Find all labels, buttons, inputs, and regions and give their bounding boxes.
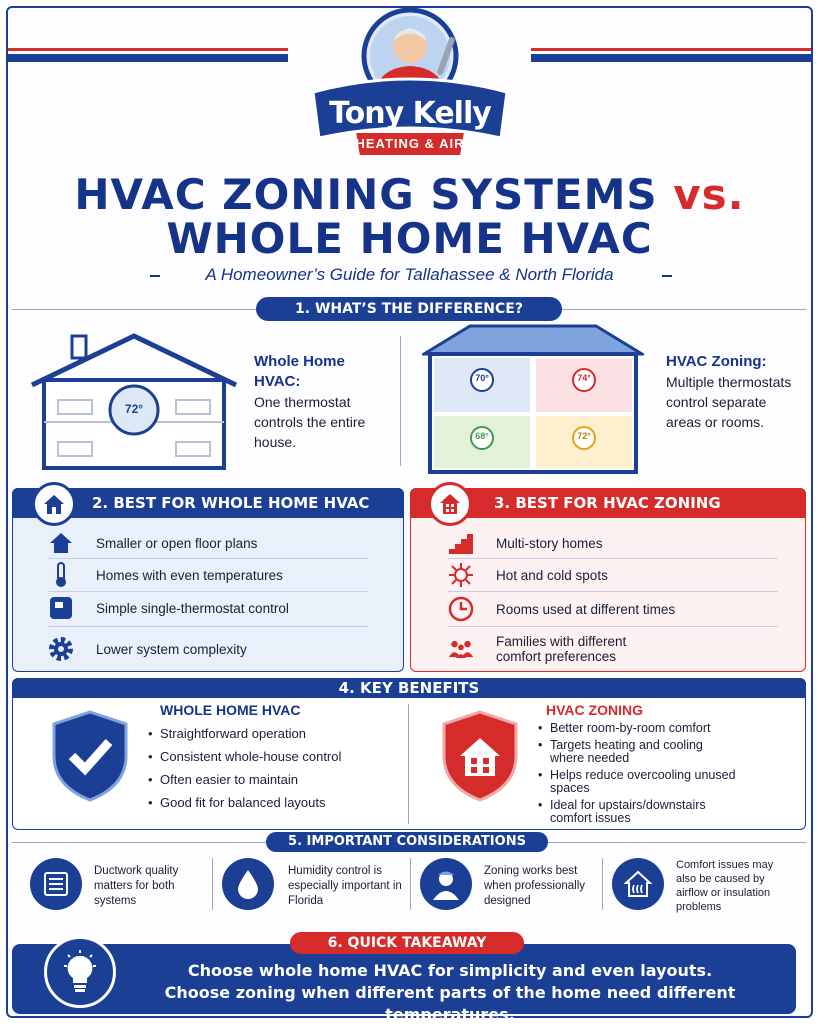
zone-temp-4: 72° (577, 431, 591, 441)
benefit-item: • Straightforward operation (148, 726, 388, 741)
whole-home-benefits-title: WHOLE HOME HVAC (160, 702, 301, 718)
section3-heading: 3. BEST FOR HVAC ZONING (494, 494, 721, 512)
benefit-item: • Better room-by-room comfort (538, 722, 738, 735)
benefit-item: • Often easier to maintain (148, 772, 388, 787)
section3-item-4 (448, 634, 698, 664)
water-drop-icon (222, 858, 274, 910)
family-icon (448, 636, 474, 662)
section2-badge-house-icon (32, 482, 76, 526)
brand-name: Tony Kelly (329, 96, 491, 131)
section2-item-4 (48, 634, 247, 664)
whole-home-thermostat-temp: 72° (124, 402, 144, 416)
benefit-item: • Consistent whole-house control (148, 749, 388, 764)
title-vs: vs. (673, 170, 745, 219)
whole-home-description (254, 352, 384, 452)
clock-icon (448, 596, 474, 622)
whole-home-text: One thermostat controls the entire house. (254, 394, 366, 450)
zoning-description (666, 352, 796, 432)
section2-item-label: Simple single-thermostat control (96, 600, 289, 616)
section3-item-label: Multi-story homes (496, 535, 603, 551)
section1-divider (400, 336, 401, 466)
section6-heading: 6. QUICK TAKEAWAY (290, 932, 524, 954)
brand-logo (305, 6, 515, 162)
zoning-illustration (422, 322, 644, 476)
main-title-line2: WHOLE HOME HVAC (166, 214, 653, 263)
shield-check-icon (50, 710, 130, 807)
section3-badge-building-icon (428, 482, 472, 526)
section3-item-label: Families with different comfort preferences (496, 634, 627, 664)
zone-temp-2: 74° (577, 373, 591, 383)
zoning-benefits-list (538, 722, 738, 832)
house-icon (48, 530, 74, 556)
section2-item-2 (48, 560, 283, 590)
section3-item-label: Hot and cold spots (496, 567, 608, 583)
section2-item-label: Smaller or open floor plans (96, 535, 258, 551)
ductwork-icon (30, 858, 82, 910)
thermometer-icon (48, 562, 74, 588)
top-stripe-right (531, 48, 811, 62)
consideration-3: Zoning works best when professionally designed (484, 865, 586, 907)
house-airflow-icon (612, 858, 664, 910)
consideration-4: Comfort issues may also be caused by airflow or insulation problems (676, 859, 774, 913)
section2-rule (48, 626, 368, 627)
title-text: HVAC ZONING SYSTEMS (74, 170, 658, 219)
consideration-2: Humidity control is especially important in Florida (288, 865, 402, 907)
section3-item-1 (448, 528, 603, 558)
consideration-1: Ductwork quality matters for both systems (94, 865, 179, 907)
zone-temp-1: 70° (475, 373, 489, 383)
takeaway-line2: Choose zoning when different parts of the home need different temperatures. (164, 983, 736, 1024)
whole-home-title: Whole Home HVAC: (254, 353, 345, 390)
hot-cold-icon (448, 562, 474, 588)
whole-home-benefits-list (148, 726, 388, 817)
section2-heading: 2. BEST FOR WHOLE HOME HVAC (92, 494, 370, 512)
brand-tagline: HEATING & AIR (355, 136, 465, 151)
section3-rule (448, 558, 778, 559)
section2-rule (48, 591, 368, 592)
section2-rule (48, 558, 368, 559)
zoning-text: Multiple thermostats control separate areas or rooms. (666, 374, 792, 430)
thermostat-icon (48, 595, 74, 621)
technician-icon (420, 858, 472, 910)
section5-divider (212, 858, 213, 910)
top-stripe-left (8, 48, 288, 62)
section3-item-3 (448, 594, 675, 624)
zone-temp-3: 68° (475, 431, 489, 441)
main-title-line1 (0, 170, 819, 219)
section4-heading: 4. KEY BENEFITS (338, 679, 480, 697)
takeaway-line1: Choose whole home HVAC for simplicity and even layouts. (187, 961, 713, 980)
section3-item-label: Rooms used at different times (496, 601, 676, 617)
benefit-item: • Helps reduce overcooling unused spaces (538, 769, 738, 795)
subtitle: A Homeowner’s Guide for Tallahassee & North Florida (205, 265, 614, 284)
benefit-item: • Targets heating and cooling where needed (538, 739, 738, 765)
section3-rule (448, 591, 778, 592)
section2-item-3 (48, 593, 289, 623)
section2-item-label: Homes with even temperatures (96, 567, 283, 583)
section4-heading-bar (12, 678, 806, 698)
benefit-item: • Ideal for upstairs/downstairs comfort issues (538, 799, 738, 825)
section3-item-2 (448, 560, 608, 590)
stairs-icon (448, 530, 474, 556)
zoning-title: HVAC Zoning: (666, 353, 767, 370)
shield-house-icon (440, 710, 520, 807)
takeaway-text (100, 960, 800, 1026)
section2-item-label: Lower system complexity (96, 641, 247, 657)
gear-icon (48, 636, 74, 662)
benefit-item: • Good fit for balanced layouts (148, 795, 388, 810)
zoning-benefits-title: HVAC ZONING (546, 702, 643, 718)
section5-divider (602, 858, 603, 910)
section4-divider (408, 704, 409, 824)
section3-rule (448, 626, 778, 627)
section5-heading: 5. IMPORTANT CONSIDERATIONS (266, 832, 548, 852)
whole-home-illustration (28, 330, 240, 472)
section2-item-1 (48, 528, 257, 558)
section1-heading: 1. WHAT’S THE DIFFERENCE? (256, 297, 562, 321)
section5-divider (410, 858, 411, 910)
